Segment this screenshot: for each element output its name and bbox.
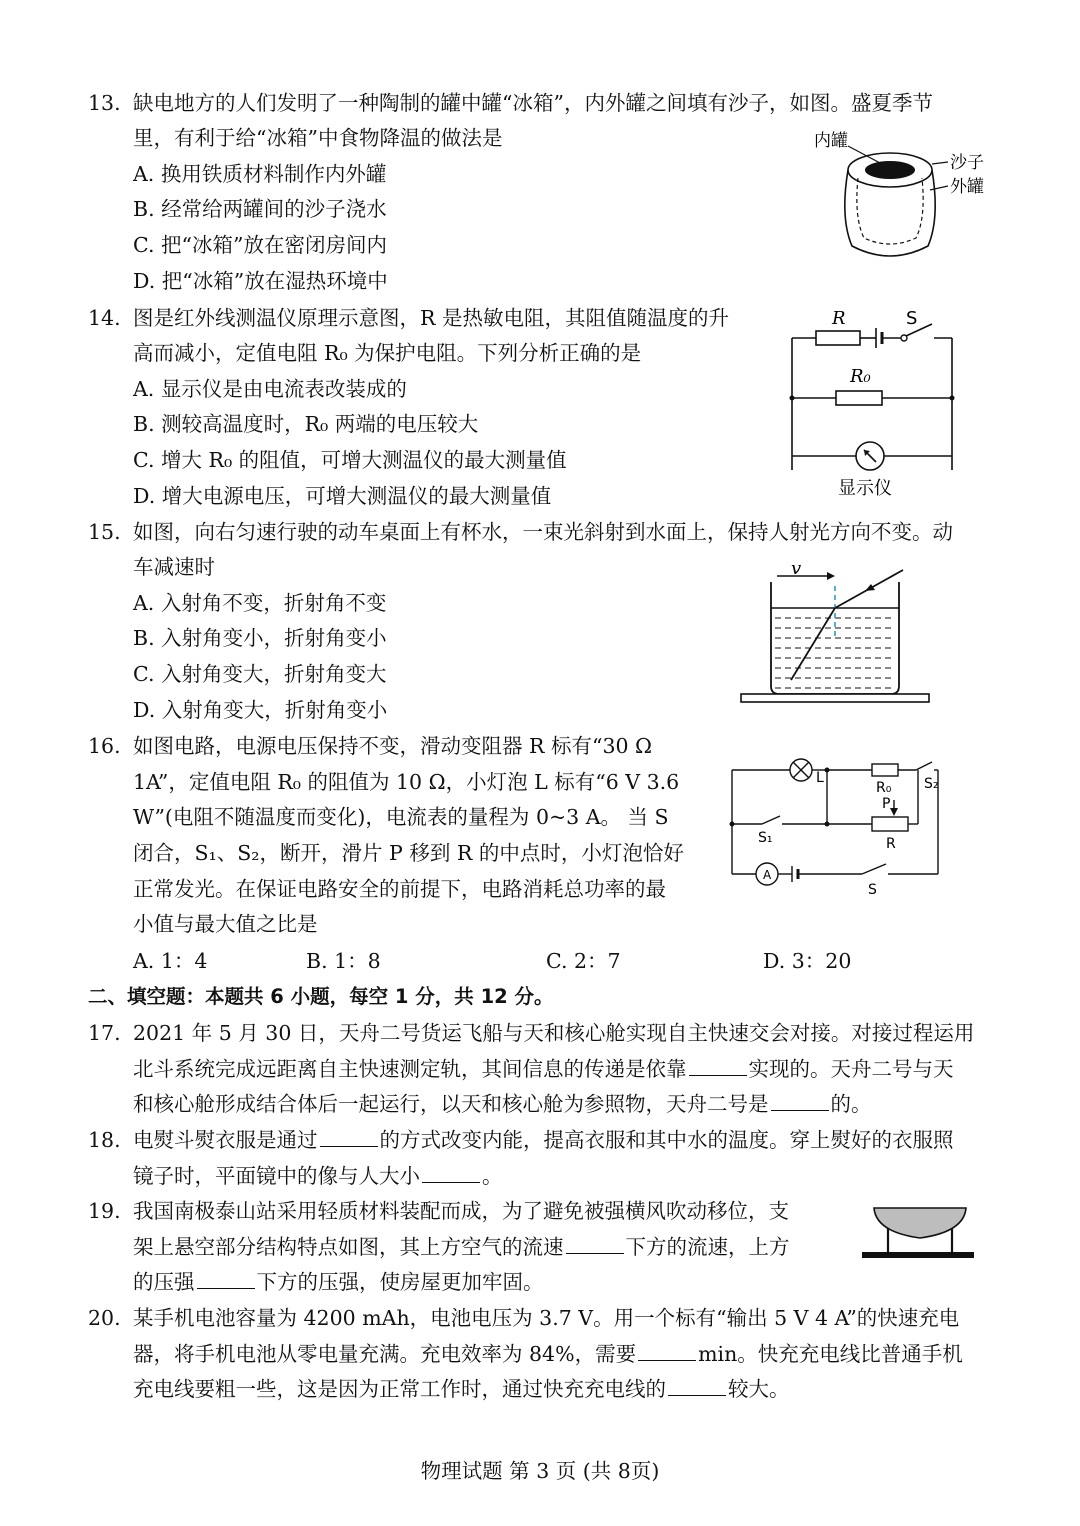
- q20-answer-blank-1[interactable]: [638, 1342, 696, 1361]
- q14-circuit-figure: [780, 300, 980, 500]
- q17-stem-line1: 2021 年 5 月 30 日，天舟二号货运飞船与天和核心舱实现自主快速交会对接。对接过程运用: [133, 1021, 975, 1045]
- q20-stem-line3: [133, 1374, 790, 1404]
- q19-number: 19.: [88, 1199, 121, 1223]
- q13-option-a: A. 换用铁质材料制作内外罐: [133, 162, 387, 186]
- q14-option-d: D. 增大电源电压，可增大测温仪的最大测量值: [133, 484, 552, 508]
- q19-station-figure: [860, 1198, 980, 1262]
- q15-option-c: C. 入射角变大，折射角变大: [133, 662, 387, 686]
- q16-stem-line4: 闭合，S₁、S₂，断开，滑片 P 移到 R 的中点时，小灯泡恰好: [133, 841, 684, 865]
- q13-label-outer: 外罐: [950, 177, 984, 197]
- q13-pot-figure: [800, 128, 1000, 263]
- q20-answer-blank-2[interactable]: [668, 1377, 726, 1396]
- q18-answer-blank-1[interactable]: [320, 1128, 378, 1147]
- q14-label-S: S: [906, 308, 918, 329]
- q17-line3-part1: 和核心舱形成结合体后一起运行，以天和核心舱为参照物，天舟二号是: [133, 1092, 769, 1116]
- q14-option-b: B. 测较高温度时，R₀ 两端的电压较大: [133, 412, 479, 436]
- q13-number: 13.: [88, 91, 121, 115]
- q20-stem-line2: [133, 1339, 963, 1369]
- q13-option-d: D. 把“冰箱”放在湿热环境中: [133, 269, 388, 293]
- q16-number: 16.: [88, 734, 121, 758]
- q15-number: 15.: [88, 520, 121, 544]
- q16-label-P: P: [882, 796, 891, 812]
- q16-label-A: A: [763, 868, 772, 882]
- q16-label-L: L: [816, 770, 824, 786]
- q19-stem-line1: 我国南极泰山站采用轻质材料装配而成，为了避免被强横风吹动移位，支: [133, 1199, 789, 1223]
- q13-option-b: B. 经常给两罐间的沙子浇水: [133, 197, 387, 221]
- q13-label-inner: 内罐: [814, 131, 848, 151]
- q17-stem-line2: [133, 1054, 954, 1084]
- q18-number: 18.: [88, 1128, 121, 1152]
- q16-option-d: D. 3：20: [763, 949, 852, 973]
- q16-label-S2: S₂: [924, 776, 939, 792]
- q18-stem-line1: [133, 1125, 954, 1155]
- q17-answer-blank-2[interactable]: [771, 1092, 829, 1111]
- q13-option-c: C. 把“冰箱”放在密闭房间内: [133, 233, 387, 257]
- q16-stem-line5: 正常发光。在保证电路安全的前提下，电路消耗总功率的最: [133, 877, 666, 901]
- q20-line2-part1: 器，将手机电池从零电量充满。充电效率为 84%，需要: [133, 1342, 637, 1366]
- q14-label-meter: 显示仪: [838, 478, 892, 499]
- q15-stem-line1: 如图，向右匀速行驶的动车桌面上有杯水，一束光斜射到水面上，保持人射光方向不变。动: [133, 520, 953, 544]
- q17-line3-part2: 的。: [830, 1092, 872, 1116]
- q13-stem-line1: 缺电地方的人们发明了一种陶制的罐中罐“冰箱”，内外罐之间填有沙子，如图。盛夏季节: [133, 91, 933, 115]
- q15-option-a: A. 入射角不变，折射角不变: [133, 591, 387, 615]
- q18-line1-part1: 电熨斗熨衣服是通过: [133, 1128, 318, 1152]
- q16-option-c: C. 2：7: [546, 949, 621, 973]
- q16-stem-line2: 1A”，定值电阻 R₀ 的阻值为 10 Ω，小灯泡 L 标有“6 V 3.6: [133, 770, 680, 794]
- q13-label-sand: 沙子: [950, 153, 984, 173]
- q15-option-d: D. 入射角变大，折射角变小: [133, 698, 388, 722]
- q17-line2-part2: 实现的。天舟二号与天: [748, 1057, 954, 1081]
- q17-number: 17.: [88, 1021, 121, 1045]
- q16-label-S: S: [868, 882, 877, 898]
- q14-label-R0: R₀: [850, 366, 871, 387]
- q15-label-v: v: [791, 560, 802, 579]
- q14-option-c: C. 增大 R₀ 的阻值，可增大测温仪的最大测量值: [133, 448, 567, 472]
- q15-stem-line2: 车减速时: [133, 555, 215, 579]
- q18-line2-part2: 。: [482, 1164, 503, 1188]
- q18-line2-part1: 镜子时，平面镜中的像与人大小: [133, 1164, 420, 1188]
- q14-label-R: R: [832, 308, 846, 329]
- q19-answer-blank-2[interactable]: [197, 1270, 255, 1289]
- q19-line3-part2: 下方的压强，使房屋更加牢固。: [256, 1270, 544, 1294]
- q20-line2-part2: min。快充充电线比普通手机: [698, 1342, 963, 1366]
- q19-answer-blank-1[interactable]: [566, 1235, 624, 1254]
- q14-option-a: A. 显示仪是由电流表改装成的: [133, 377, 407, 401]
- q20-number: 20.: [88, 1306, 121, 1330]
- q16-stem-line3: W”(电阻不随温度而变化)，电流表的量程为 0~3 A。 当 S: [133, 805, 669, 829]
- q19-line2-part1: 架上悬空部分结构特点如图，其上方空气的流速: [133, 1235, 564, 1259]
- q14-stem-line1: 图是红外线测温仪原理示意图，R 是热敏电阻，其阻值随温度的升: [133, 306, 729, 330]
- q16-stem-line6: 小值与最大值之比是: [133, 912, 318, 936]
- q16-label-R0: R₀: [876, 780, 892, 796]
- q19-line3-part1: 的压强: [133, 1270, 195, 1294]
- q19-stem-line2: [133, 1232, 790, 1262]
- q16-stem-line1: 如图电路，电源电压保持不变，滑动变阻器 R 标有“30 Ω: [133, 734, 653, 758]
- q16-label-S1: S₁: [758, 830, 773, 846]
- q18-line1-part2: 的方式改变内能，提高衣服和其中水的温度。穿上熨好的衣服照: [379, 1128, 954, 1152]
- q20-line3-part1: 充电线要粗一些，这是因为正常工作时，通过快充充电线的: [133, 1377, 666, 1401]
- q15-option-b: B. 入射角变小，折射角变小: [133, 626, 387, 650]
- q16-option-a: A. 1：4: [133, 949, 208, 973]
- q19-line2-part2: 下方的流速，上方: [625, 1235, 790, 1259]
- q18-answer-blank-2[interactable]: [422, 1164, 480, 1183]
- q15-cup-figure: [735, 560, 935, 710]
- section-heading-fill-in: 二、填空题：本题共 6 小题，每空 1 分，共 12 分。: [88, 985, 554, 1008]
- q17-line2-part1: 北斗系统完成远距离自主快速测定轨，其间信息的传递是依靠: [133, 1057, 687, 1081]
- q20-stem-line1: 某手机电池容量为 4200 mAh，电池电压为 3.7 V。用一个标有“输出 5 V 4 A”的快速充电: [133, 1306, 960, 1330]
- page-footer: 物理试题 第 3 页 (共 8页): [420, 1459, 660, 1483]
- q20-line3-part2: 较大。: [728, 1377, 790, 1401]
- q13-stem-line2: 里，有利于给“冰箱”中食物降温的做法是: [133, 126, 503, 150]
- q14-stem-line2: 高而减小，定值电阻 R₀ 为保护电阻。下列分析正确的是: [133, 341, 642, 365]
- q17-answer-blank-1[interactable]: [689, 1057, 747, 1076]
- q16-circuit-figure: [722, 752, 952, 902]
- q19-stem-line3: [133, 1267, 544, 1297]
- q16-option-b: B. 1：8: [306, 949, 381, 973]
- q18-stem-line2: [133, 1161, 503, 1191]
- q17-stem-line3: [133, 1089, 872, 1119]
- q14-number: 14.: [88, 306, 121, 330]
- q16-label-R: R: [886, 836, 896, 852]
